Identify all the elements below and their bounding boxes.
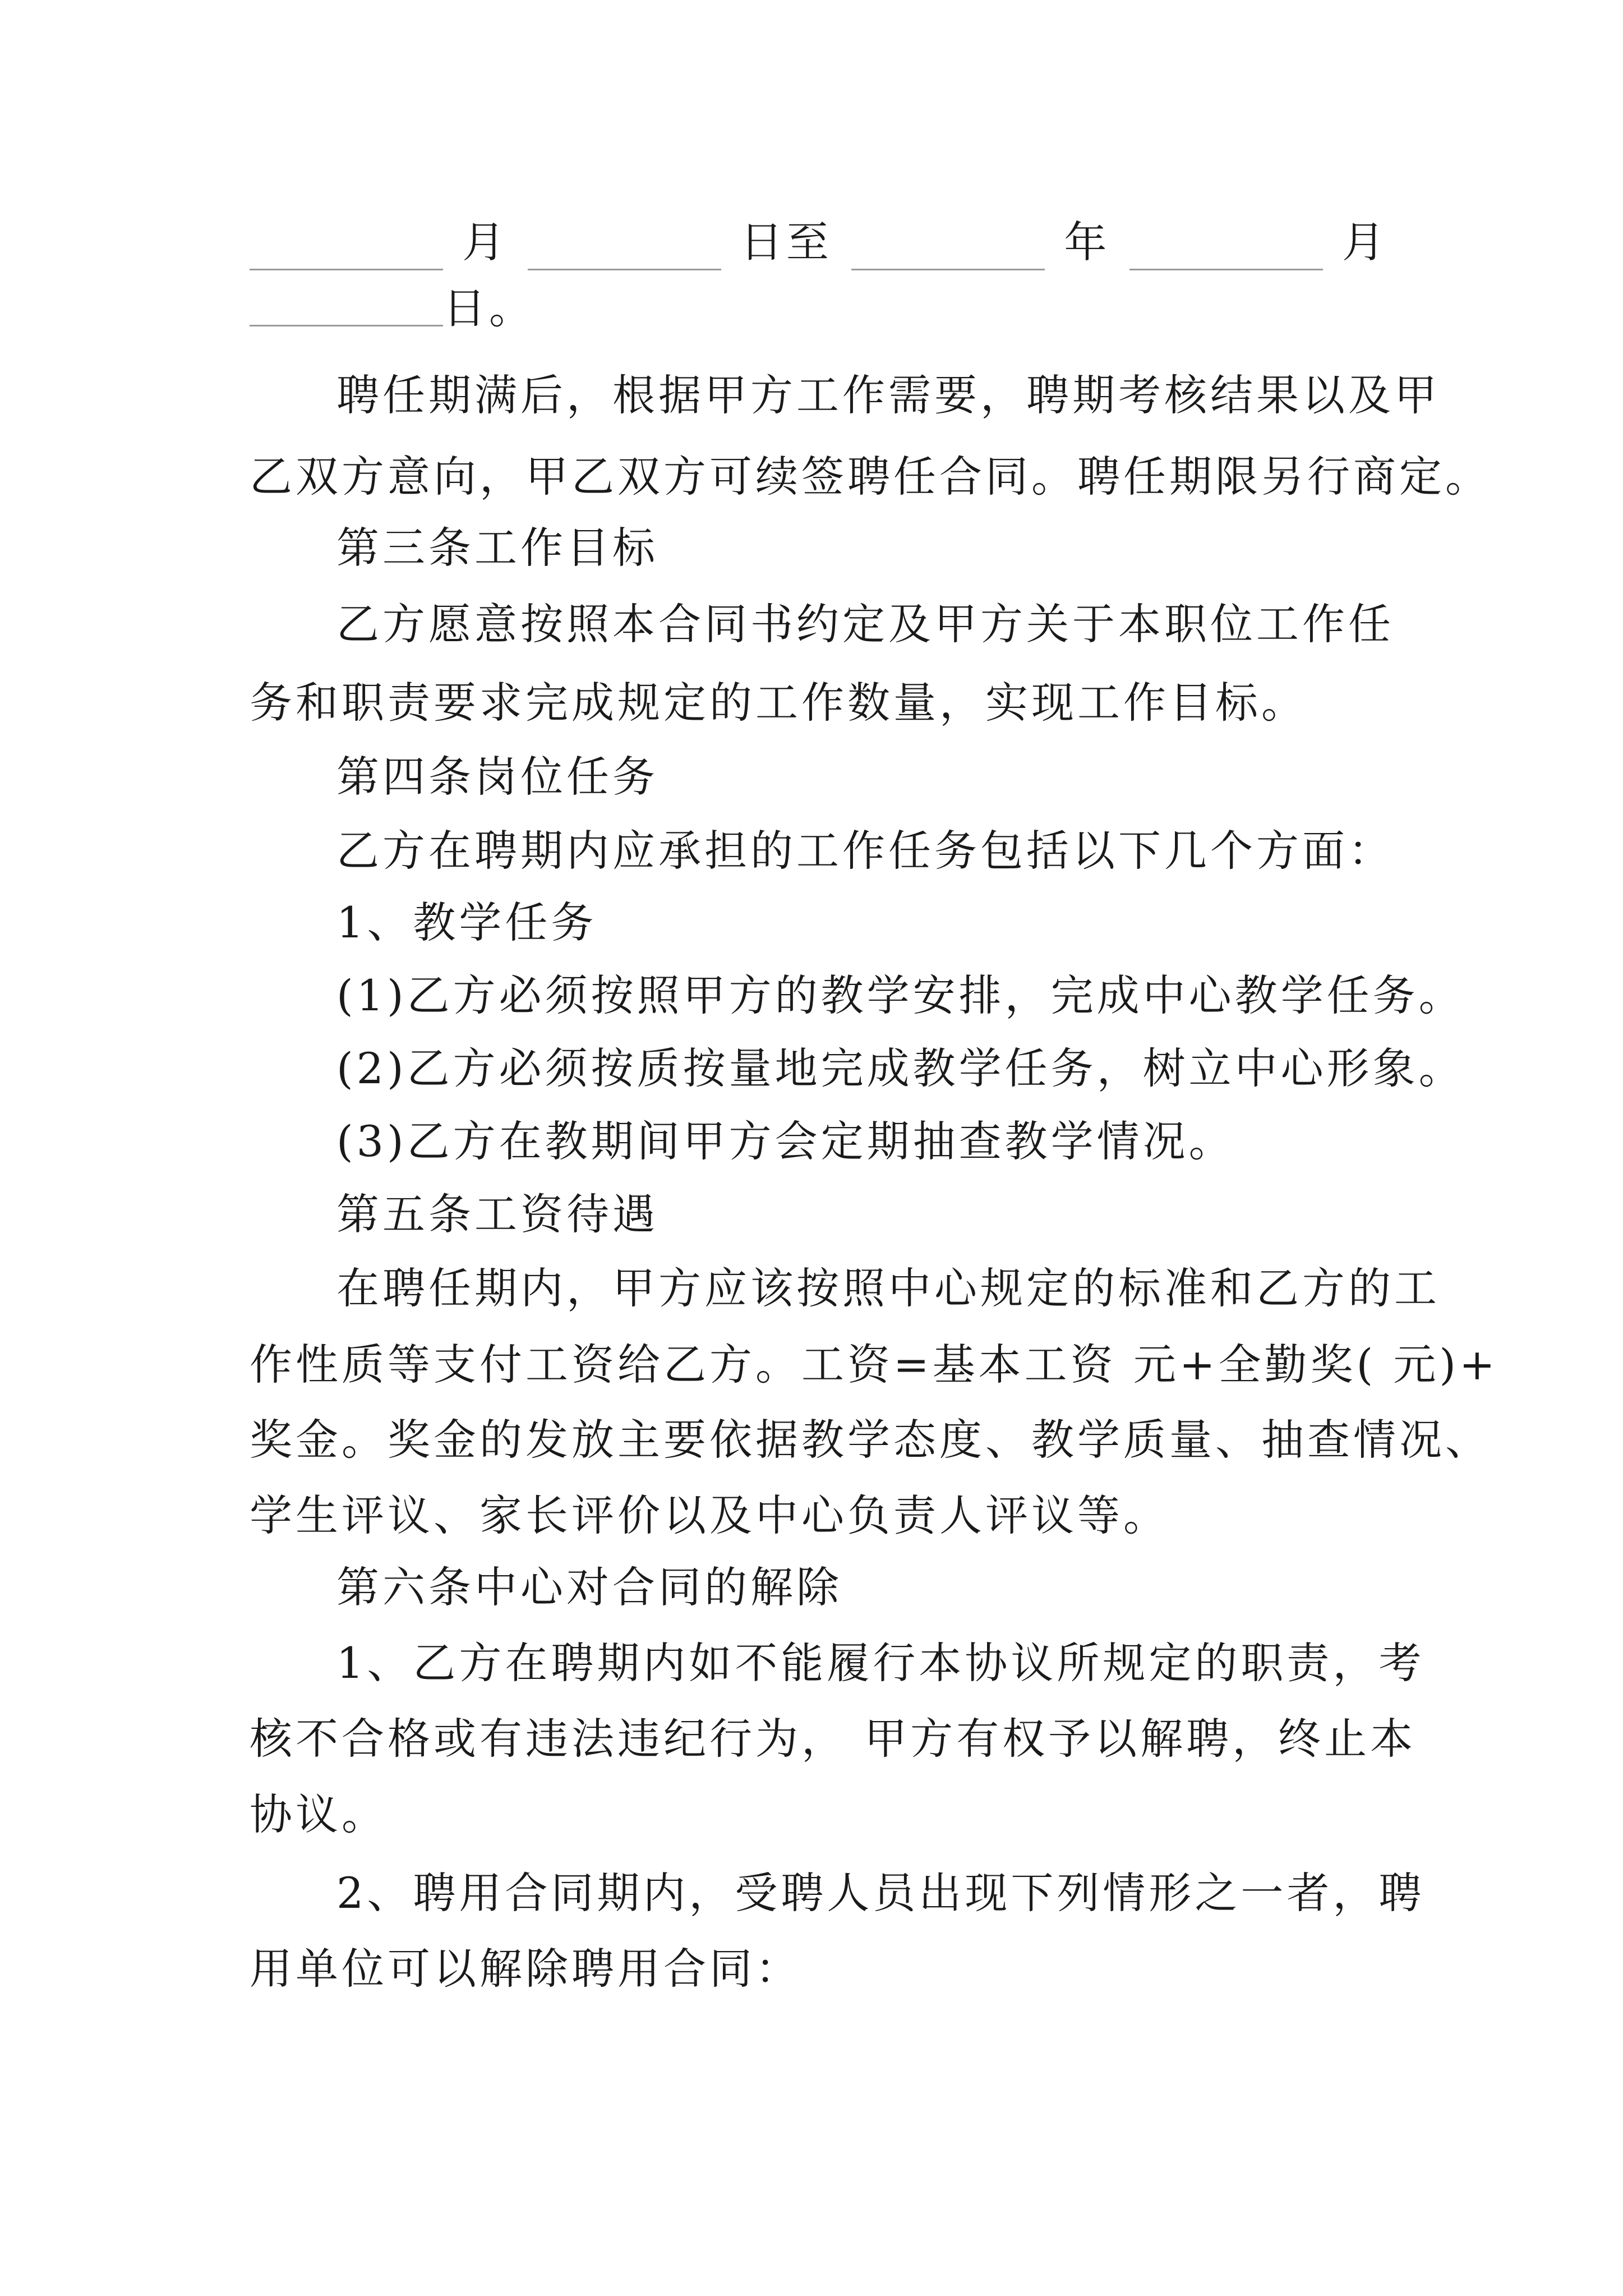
list-item: 1、教学任务: [336, 898, 597, 947]
blank-field: [250, 229, 443, 270]
paragraph-line: 用单位可以解除聘用合同：: [250, 1944, 801, 1994]
date-end-line: [250, 280, 1388, 337]
section-heading: 第五条工资待遇: [336, 1189, 658, 1239]
section-heading: 第三条工作目标: [336, 523, 658, 573]
month-label: 月: [1341, 217, 1388, 267]
paragraph-line: 协议。: [250, 1789, 388, 1839]
date-range-line: [250, 214, 1388, 270]
paragraph-line: 乙方愿意按照本合同书约定及甲方关于本职位工作任: [336, 599, 1394, 649]
section-heading: 第六条中心对合同的解除: [336, 1562, 842, 1612]
blank-field: [851, 229, 1045, 270]
day-to-label: 日至: [740, 217, 832, 267]
paragraph-line: 务和职责要求完成规定的工作数量，实现工作目标。: [250, 678, 1307, 728]
blank-field: [1129, 229, 1323, 270]
paragraph-line: 奖金。奖金的发放主要依据教学态度、教学质量、抽查情况、: [250, 1415, 1491, 1465]
blank-field: [250, 286, 443, 326]
paragraph-line: 作性质等支付工资给乙方。工资=基本工资 元+全勤奖( 元)+: [250, 1340, 1498, 1389]
blank-field: [528, 229, 721, 270]
paragraph-line: 1、乙方在聘期内如不能履行本协议所规定的职责，考: [336, 1638, 1425, 1688]
day-label: 日。: [443, 283, 535, 333]
paragraph-line: 乙方在聘期内应承担的工作任务包括以下几个方面：: [336, 826, 1394, 876]
year-label: 年: [1064, 217, 1110, 267]
paragraph-line: 乙双方意向，甲乙双方可续签聘任合同。聘任期限另行商定。: [250, 452, 1491, 501]
paragraph-line: 2、聘用合同期内，受聘人员出现下列情形之一者，聘: [336, 1868, 1425, 1918]
paragraph-line: 学生评议、家长评价以及中心负责人评议等。: [250, 1490, 1169, 1540]
section-heading: 第四条岗位任务: [336, 752, 658, 802]
month-label: 月: [462, 217, 509, 267]
list-item: (2)乙方必须按质按量地完成教学任务，树立中心形象。: [336, 1043, 1465, 1093]
paragraph-line: 核不合格或有违法违纪行为， 甲方有权予以解聘，终止本: [250, 1714, 1417, 1764]
list-item: (1)乙方必须按照甲方的教学安排，完成中心教学任务。: [336, 970, 1465, 1020]
paragraph-line: 在聘任期内，甲方应该按照中心规定的标准和乙方的工: [336, 1263, 1440, 1313]
paragraph-line: 聘任期满后，根据甲方工作需要，聘期考核结果以及甲: [336, 370, 1440, 420]
list-item: (3)乙方在教期间甲方会定期抽查教学情况。: [336, 1116, 1235, 1166]
